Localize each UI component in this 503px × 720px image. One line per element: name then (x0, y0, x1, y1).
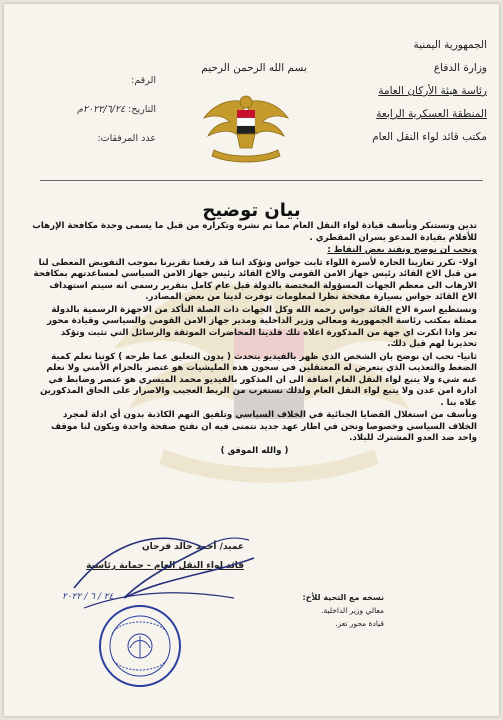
signatory-name: عميد/ أحمد خالد فرحان (141, 542, 244, 552)
date-value: ٢٠٢٢/٦/٢٤م (77, 104, 126, 115)
letterhead-region: المنطقة العسكرية الرابعة (376, 108, 487, 120)
body-signoff: ( والله الموفق ) (220, 445, 289, 456)
letter-page (4, 4, 499, 716)
official-stamp-icon (98, 604, 182, 688)
signatory-position: قائد لواء النقل العام - حماية رئاسية (86, 561, 244, 571)
date-line (56, 95, 156, 124)
copies-item: قيادة محور تعز. (335, 619, 384, 628)
letterhead-block (337, 34, 487, 149)
body-points-heading: ونحب ان نوضح ونفند بعض النقاط : (327, 245, 477, 255)
body-intro: تدين وتستنكر وتأسف قيادة لواء النقل العام مما تم نشره وتكراره من قبل ما يسمى وحدة مكافحة الإرهاب للأفلام بقيادة المدعو يسران المقطري . (32, 221, 477, 243)
letterhead-staff: رئاسة هيئة الأركان العامة (378, 85, 487, 97)
reference-block (56, 66, 156, 153)
document-body (32, 221, 477, 458)
document-title: بيان توضيح (202, 200, 301, 221)
body-point-two: ثانيا- نحب ان نوضح بان الشخص الذي ظهر بالفيديو يتحدث ( بدون التعليق عما طرحه ) كوننا نعلم كمية الضغط والتعذيب الذي يتعرض له المعتقلين في سجون هذه المليشيات هو عنصر بالحزام الأمني ولا نعلم عنه شيء ولا يتبع لواء النقل العام اضافة الى ان المذكور بالفيديو محمد الميسري هو عنصر وضابط في ادارة امن عدن ولا يتبع لواء النقل العام ولذلك نستغرب من الربط العجيب والاصرار على الحاق المذكورين علاه بنا . (40, 351, 477, 408)
letterhead-ministry: وزارة الدفاع (433, 62, 487, 74)
body-point-one: اولا- نكرر تعازينا الحارة لأسرة اللواء ثابت جواس ونؤكد اننا قد رفعنا تقريرنا بموجب التفويض المعطى لنا من قبل الاخ القائد رئيس جهاز الامن القومي والاخ القائد رئيس جهاز الامن السياسي لمساعدتهم بمكافحة الارهاب الى معظم الجهات المسؤولة المختصة بالدولة قبل عام كامل بتقرير رسمي انه سيتم استهداف الاخ القائد جواس بسيارة مفخخة نظرا لمعلومات توفرت لدينا من بعض المصادر. (33, 257, 477, 302)
number-label: الرقم: (131, 75, 156, 86)
date-label: التاريخ: (128, 104, 156, 115)
letterhead-office: مكتب قائد لواء النقل العام (372, 131, 487, 143)
handwritten-date: ٢٤ / ٦ / ٢٠٢٢ (62, 592, 114, 602)
basmala: بسم الله الرحمن الرحيم (201, 62, 307, 74)
header-divider (40, 180, 483, 181)
body-closing: ونأسف من استغلال القضايا الجنائية في الخلاف السياسي وتلفيق التهم الكاذبة بدون أي ادلة لمجرد الخلاف السياسي وخصوصا ونحن في اطار عهد جديد نتمنى فيه ان نفتح صفحة واحدة ويكون لنا موقف واحد ضد العدو المشترك للبلاد. (50, 410, 477, 443)
attachments-label: عدد المرفقات: (97, 133, 156, 144)
yemen-eagle-emblem-icon (200, 88, 292, 168)
copies-heading: نسخه مع التحية للأخ: (302, 593, 384, 602)
letterhead-country: الجمهورية اليمنية (413, 39, 487, 51)
body-point-one-cont: ونستطيع اسرة الاخ القائد جواس رحمه الله وكل الجهات ذات الصلة التأكد من الاجهزة الرسمية بالدولة ممثلة بمكتب رئاسة الجمهورية ومعالي وزير الداخلية ومدير جهاز الامن القومي والسياسي وقيادة محور تعز واذا انكرت اي جهة من المذكورة اعلاه تلك فلدينا المحاضرات الموثقة والرسائل التي تثبت وتؤكد تحذيرنا لهم قبل ذلك. (46, 304, 477, 349)
copies-block (254, 591, 384, 630)
copies-item: معالي وزير الداخلية. (321, 606, 384, 615)
